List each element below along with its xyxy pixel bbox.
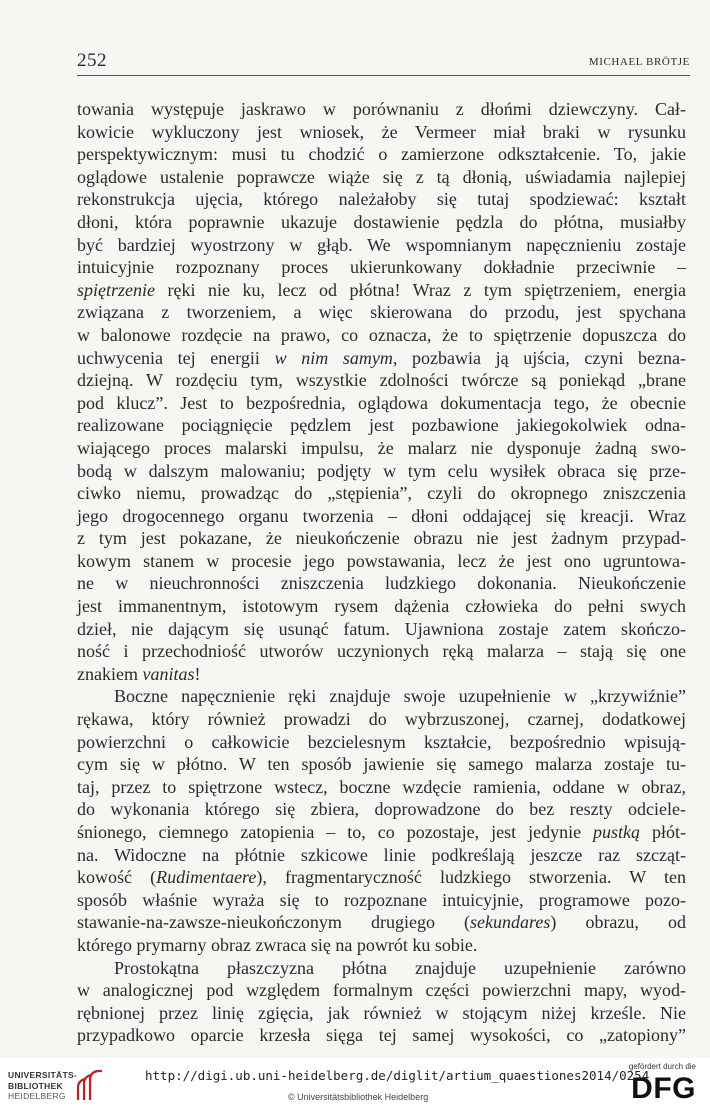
university-library-logo[interactable] xyxy=(8,1068,108,1112)
text-line: ne w nieuchronności zniszczenia ludzkiego dokonania. Nieukończenie xyxy=(77,573,686,594)
text-line xyxy=(77,347,686,370)
dfg-logo-text: DFG xyxy=(631,1072,696,1105)
text-line: dziejną. W rozdęciu tym, wszystkie zdolności twórcze są poniekąd „brane xyxy=(77,370,686,391)
source-url-link[interactable]: http://digi.ub.uni-heidelberg.de/diglit/artium_quaestiones2014/0254 xyxy=(145,1068,650,1083)
text-line: perspektywicznym: musi tu chodzić o zamierzone odkształcenie. To, jakie xyxy=(77,144,686,165)
text-line xyxy=(77,866,686,889)
text-line xyxy=(77,279,686,302)
copyright-notice: © Universitätsbibliothek Heidelberg xyxy=(288,1092,429,1102)
text-run: ręki nie ku, lecz od płótna! Wraz z tym spiętrzeniem, energia xyxy=(155,279,686,300)
text-line: z tym jest pokazane, że nieukończenie obrazu nie jest żadnym przypad- xyxy=(77,528,686,549)
library-name-line-3: HEIDELBERG xyxy=(8,1091,66,1101)
text-run: śnionego, ciemnego zatopienia – to, co pozostaje, jest jedynie xyxy=(77,822,594,842)
text-line: rekonstrukcja ujęcia, którego należałoby się tutaj spodziewać: kształt xyxy=(77,189,686,210)
body-text xyxy=(77,98,686,1047)
text-line: jego drogocennego organu tworzenia – dłoni oddającej się kreacji. Wraz xyxy=(77,505,686,526)
footer xyxy=(0,1058,710,1115)
italic-text-run: w nim samym, xyxy=(274,347,398,368)
italic-text-run: vanitas xyxy=(142,663,195,684)
text-line: taj, przez to spiętrzone wstecz, boczne wzdęcie ramienia, oddane w obraz, xyxy=(77,776,686,797)
text-line: sposób właśnie wyraża się to rozpoznane intuicyjnie, programowe pozo- xyxy=(77,889,686,910)
text-line: bodą w dalszym malowaniu; podjęty w tym celu wysiłek obraca się prze- xyxy=(77,460,686,481)
italic-text-run: spiętrzenie xyxy=(77,279,155,300)
library-emblem-icon xyxy=(76,1068,104,1102)
text-line: wiającego proces malarski impulsu, że malarz nie dysponuje żadną swo- xyxy=(77,437,686,458)
text-run: ), fragmentaryczność ludzkiego stworzenia. W ten xyxy=(256,867,686,888)
text-run: znakiem xyxy=(77,663,143,684)
italic-text-run: pustką xyxy=(593,822,641,842)
library-name-line-2: BIBLIOTHEK xyxy=(8,1080,63,1091)
text-line: cym się w płótno. W ten sposób jawienie się samego malarza zostaje tu- xyxy=(77,754,686,775)
text-line: rękawa, który również prowadzi do wybrzuszonej, czarnej, dodatkowej xyxy=(77,709,686,730)
text-line: którego prymarny obraz zwraca się na powrót ku sobie. xyxy=(77,934,478,955)
text-run: ! xyxy=(194,663,201,684)
text-line xyxy=(77,821,686,844)
page-number: 252 xyxy=(77,50,107,71)
text-line: towania występuje jaskrawo w porównaniu z dłońmi dziewczyny. Cał- xyxy=(77,99,686,119)
header-rule xyxy=(77,75,690,76)
text-line: pod klucz”. Jest to bezpośrednia, oglądowa dokumentacja tego, że obecnie xyxy=(77,392,686,413)
text-line xyxy=(77,663,686,686)
text-line: do wykonania którego się zbiera, doprowadzone do bez reszty odciele- xyxy=(77,799,686,820)
library-name-line-1: UNIVERSITÄTS- xyxy=(8,1070,78,1080)
page-header xyxy=(77,50,690,76)
text-run: ) obrazu, od xyxy=(550,912,686,933)
text-run: płót- xyxy=(640,822,686,842)
text-line: powierzchni o całkowicie bezcielesnym kształcie, bezpośrednio wpisują- xyxy=(77,731,686,752)
text-run: uchwycenia tej energii xyxy=(77,347,275,368)
text-line: Boczne napęcznienie ręki znajduje swoje uzupełnienie w „krzywiźnie” xyxy=(114,686,686,707)
text-line: być bardziej wyostrzony w głąb. We wspomnianym napęcznieniu zostaje xyxy=(77,234,686,255)
dfg-funding-logo[interactable] xyxy=(624,1062,696,1110)
text-line: na. Widoczne na płótnie szkicowe linie podkreślają jeszcze raz szcząt- xyxy=(77,844,686,865)
text-line: związana z tworzeniem, a więc skierowana do przodu, jest spychana xyxy=(77,302,686,323)
text-line: realizowane pociągnięcie pędzlem jest pozbawione jakiegokolwiek odna- xyxy=(77,415,686,436)
text-run: pozbawia ją ujścia, czyni bezna- xyxy=(397,347,687,368)
text-line: kowym stanem w procesie jego powstawania, lecz że jest ono ugruntowa- xyxy=(77,550,686,571)
italic-text-run: sekundares xyxy=(470,912,551,933)
text-line: rębnionej przez linię zgięcia, jak również w stojącym niżej krześle. Nie xyxy=(77,1002,686,1023)
text-line xyxy=(77,911,686,934)
italic-text-run: Rudimentaere xyxy=(156,867,257,888)
running-head: MICHAEL BRÖTJE xyxy=(588,56,690,68)
library-name xyxy=(8,1070,77,1102)
text-line: w balonowe rozdęcie na prawo, co oznacza, że to spiętrzenie dopuszcza do xyxy=(77,324,686,345)
text-run: kowość ( xyxy=(77,867,157,888)
text-line: Prostokątna płaszczyzna płótna znajduje uzupełnienie zarówno xyxy=(114,957,686,978)
text-line: dłoni, która poprawnie ukazuje dostawienie pędzla do płótna, musiałby xyxy=(77,211,686,232)
funding-note: gefördert durch die xyxy=(628,1062,696,1071)
text-line: kowicie wykluczony jest wniosek, że Vermeer miał braki w rysunku xyxy=(77,121,686,142)
text-line: ciwko niemu, prowadząc do „stępienia”, czyli do okropnego zniszczenia xyxy=(77,483,686,504)
text-line: ność i przechodniość utworów uczynionych ręką malarza – stają się one xyxy=(77,641,686,662)
text-line: dzieł, nie dającym się usunąć fatum. Ujawniona zostaje zatem skończo- xyxy=(77,618,686,639)
text-line: jest immanentnym, istotowym rysem dążenia człowieka do pełni swych xyxy=(77,596,686,617)
text-line: oglądowe ustalenie poprawcze wiąże się z tą dłonią, uświadamia najlepiej xyxy=(77,166,686,187)
text-line: intuicyjnie rozpoznany proces ukierunkowany dokładnie przeciwnie – xyxy=(77,257,686,278)
text-line: przypadkowo oparcie krzesła sięga tej samej wysokości, co „zatopiony” xyxy=(77,1025,686,1046)
text-line: w analogicznej pod względem formalnym części powierzchni mapy, wyod- xyxy=(77,980,686,1001)
text-run: stawanie-na-zawsze-nieukończonym drugiego ( xyxy=(77,912,471,933)
